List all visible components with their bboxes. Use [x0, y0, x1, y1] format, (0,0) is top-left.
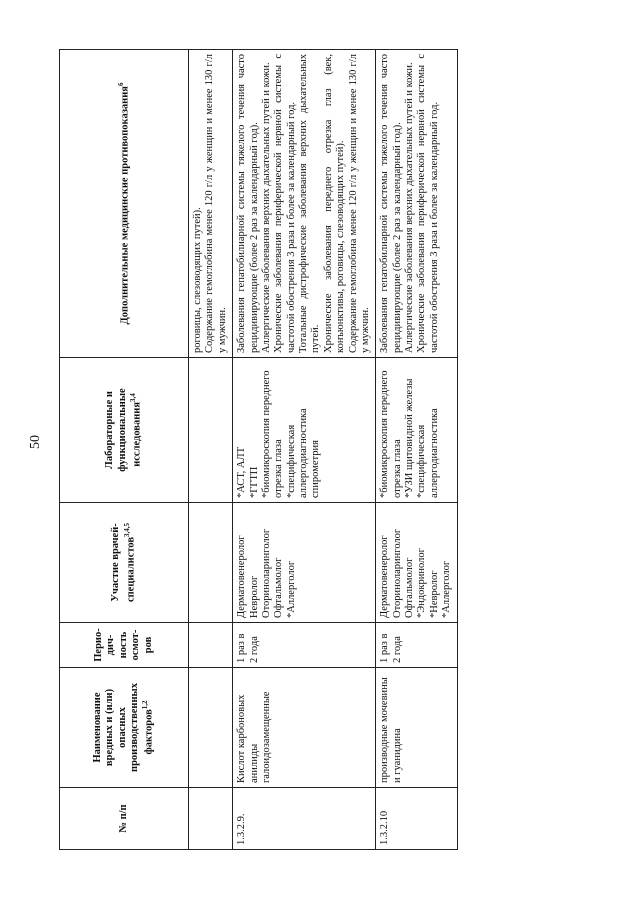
row-contra-line: Тотальные дистрофические заболевания верхних дыхательных путей. — [298, 54, 322, 353]
medical-exam-table — [59, 49, 458, 850]
row-contra-line: Заболевания гепатобилиарной системы тяжелого течения часто рецидивирующие (более 2 раз за календарный год). — [379, 54, 403, 353]
table-row — [376, 50, 457, 850]
table-row — [189, 50, 233, 850]
row-doctors-line: Невролог — [248, 575, 260, 618]
row-doctors — [189, 503, 233, 623]
header-row — [60, 50, 189, 850]
row-factor — [189, 668, 233, 788]
row-contra-line: Содержание гемоглобина менее 120 г/л у женщин и менее 130 г/л у мужчин. — [204, 54, 228, 353]
row-contra — [233, 50, 376, 358]
row-lab — [189, 358, 233, 503]
row-doctors-line: Оториноларинголог — [391, 528, 403, 618]
row-doctors-line: *Аллерголог — [441, 560, 453, 618]
row-lab-line: *специфическая аллергодиагностика — [416, 408, 440, 498]
row-contra-line: Аллергические заболевания верхних дыхательных путей и кожи. — [404, 62, 415, 353]
row-lab-line: *АСТ, АЛТ — [236, 446, 248, 498]
row-contra — [376, 50, 457, 358]
row-lab-line: *специфическая аллергодиагностика — [285, 408, 309, 498]
header-num: № п/п — [60, 788, 189, 850]
row-num — [189, 788, 233, 850]
row-lab-line: *биомикроскопия переднего отрезка глаза — [379, 370, 403, 498]
row-doctors-line: Офтальмолог — [273, 557, 285, 618]
row-contra-line: роговицы, слезоводящих путей). — [192, 207, 203, 353]
row-factor: Кислот карбоновых анилиды галоидозамещенные — [233, 668, 376, 788]
row-doctors — [376, 503, 457, 623]
header-doctors: Участие врачей-специалистов$^{3,4,5}$ — [60, 503, 189, 623]
header-factor: Наименование вредных и (или) опасных производственных факторов$^{1,2}$ — [60, 668, 189, 788]
row-contra-line: Хронические заболевания периферической нервной системы с частотой обострения 3 раза и более за календарный год. — [416, 54, 440, 353]
row-contra-line: Хронические заболевания периферической нервной системы с частотой обострения 3 раза и более за календарный год. — [273, 54, 297, 353]
row-contra-line: Хронические заболевания переднего отрезка глаз (век, конъюнктивы, роговицы, слезоводящих путей). — [322, 54, 347, 353]
row-contra-line: Аллергические заболевания верхних дыхательных путей и кожи. — [260, 62, 272, 353]
row-doctors-line: *Эндокринолог — [416, 548, 428, 618]
row-num: 1.3.2.10 — [376, 788, 457, 850]
row-lab-line: *ГГТП — [248, 466, 260, 498]
row-lab — [233, 358, 376, 503]
row-period: 1 раз в 2 года — [376, 623, 457, 668]
row-doctors-line: *Аллерголог — [285, 560, 297, 618]
row-lab — [376, 358, 457, 503]
row-doctors — [233, 503, 376, 623]
row-contra — [189, 50, 233, 358]
row-doctors-line: Офтальмолог — [404, 557, 415, 618]
row-doctors-line: Оториноларинголог — [260, 528, 272, 618]
row-doctors-line: Дерматовенеролог — [379, 535, 391, 618]
table-row — [233, 50, 376, 850]
row-contra-line: Заболевания гепатобилиарной системы тяжелого течения часто рецидивирующие (более 2 раз за календарный год). — [236, 54, 260, 353]
row-num: 1.3.2.9. — [233, 788, 376, 850]
header-lab: Лабораторные и функциональные исследования$^{3,4}$ — [60, 358, 189, 503]
row-doctors-line: Дерматовенеролог — [236, 535, 248, 618]
header-contra: Дополнительные медицинские противопоказания$^6$ — [60, 50, 189, 358]
landscape-page — [59, 50, 599, 850]
header-period: Перио-дич-ность осмот-ров — [60, 623, 189, 668]
page-number: 50 — [28, 435, 43, 449]
row-period — [189, 623, 233, 668]
row-contra-line: Содержание гемоглобина менее 120 г/л у женщин и менее 130 г/л у мужчин. — [347, 54, 371, 353]
row-lab-line: *биомикроскопия переднего отрезка глаза — [260, 370, 285, 498]
row-period: 1 раз в 2 года — [233, 623, 376, 668]
row-factor: производные мочевины и гуанидина — [376, 668, 457, 788]
row-lab-line: *УЗИ щитовидной железы — [404, 378, 415, 498]
table-body — [189, 50, 458, 850]
row-doctors-line: *Невролог — [428, 570, 440, 618]
row-lab-line: спирометрия — [310, 440, 322, 498]
